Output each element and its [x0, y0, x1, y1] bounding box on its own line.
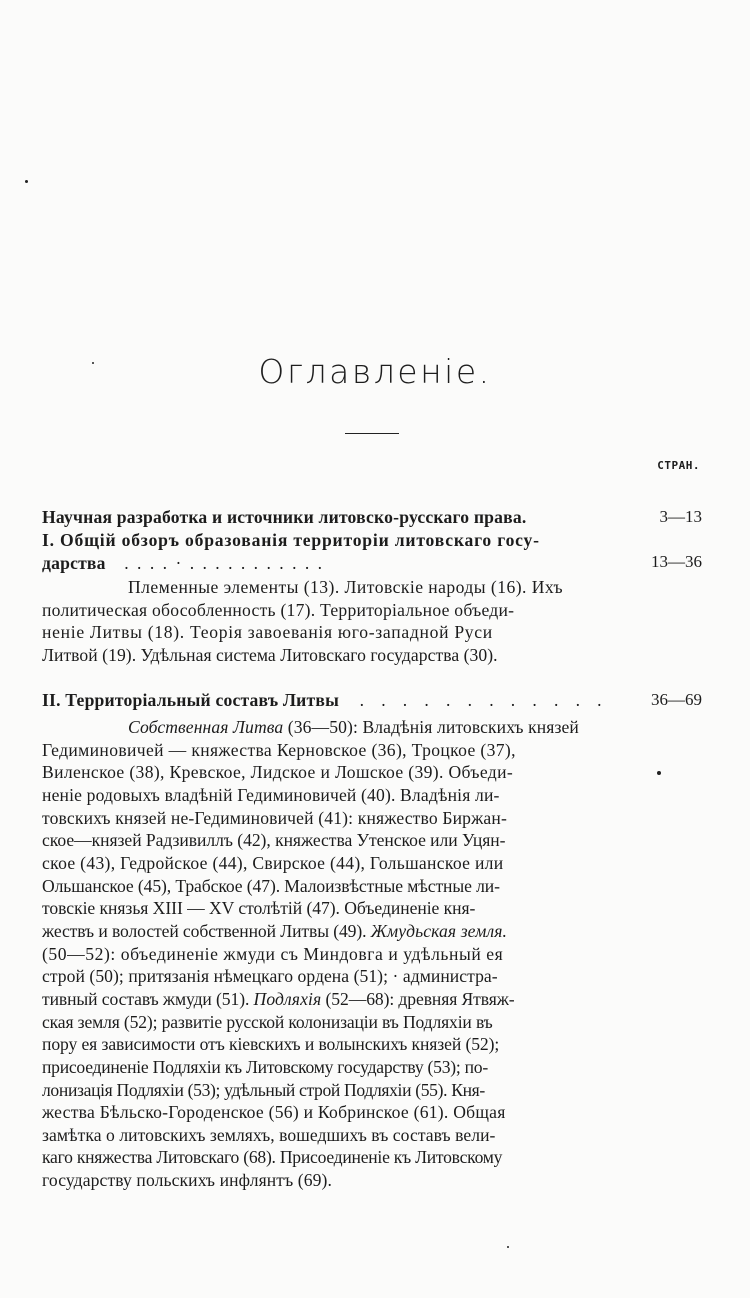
- toc-entry-chapter-2[interactable]: [42, 689, 618, 712]
- summary-line: неніе Литвы (18). Теорія завоеванія юго-западной Руси: [42, 622, 493, 643]
- toc-entry-title-line: [42, 552, 618, 575]
- title-rule: [345, 433, 399, 434]
- subsection-title: Собственная Литва: [128, 717, 284, 737]
- summary-line: ское—князей Радзивиллъ (42), княжества Утенское или Уцян-: [42, 830, 506, 851]
- summary-line: присоединеніе Подляхіи къ Литовскому государству (53); по-: [42, 1056, 488, 1077]
- summary-text: тивный составъ жмуди (51).: [42, 988, 254, 1009]
- summary-line: [42, 920, 618, 943]
- summary-line: Ольшанское (45), Трабское (47). Малоизвѣстные мѣстные ли-: [42, 875, 500, 896]
- toc-entry-pages: 13—36: [651, 552, 702, 571]
- summary-line: замѣтка о литовскихъ земляхъ, вошедшихъ въ составъ вели-: [42, 1124, 496, 1145]
- page-title: Оглавленіе.: [258, 352, 492, 391]
- subsection-title: Жмудьская земля.: [370, 920, 508, 941]
- summary-line: Литвой (19). Удѣльная система Литовскаго государства (30).: [42, 644, 498, 665]
- toc-entry-pages: 3—13: [659, 507, 702, 526]
- toc-entry-title-cont: дарства: [42, 552, 106, 573]
- summary-line: строй (50); притязанія нѣмецкаго ордена (51); · администра-: [42, 966, 498, 987]
- summary-line: жества Бѣльско-Городенское (56) и Кобринское (61). Общая: [42, 1102, 506, 1123]
- chapter-1-summary: [42, 576, 616, 667]
- summary-line: товскіе князья XIII — XV столѣтій (47). Объединеніе кня-: [42, 898, 476, 919]
- summary-line: Виленское (38), Кревское, Лидское и Лошское (39). Объеди-: [42, 762, 514, 783]
- chapter-2-summary: [42, 716, 618, 1192]
- summary-line: ская земля (52); развитіе русской колонизаціи въ Подляхіи въ: [42, 1011, 493, 1032]
- summary-line: каго княжества Литовскаго (68). Присоединеніе къ Литовскому: [42, 1147, 503, 1168]
- toc-entry-title-line: I. Общій обзоръ образованія территоріи литовскаго госу-: [42, 530, 540, 550]
- dot-leader: . . . . · . . . . . . . . . . .: [124, 552, 325, 573]
- summary-line: Гедиминовичей — княжества Керновское (36), Троцкое (37),: [42, 739, 516, 760]
- summary-text: (36—50): Владѣнія литовскихъ князей: [283, 717, 579, 737]
- summary-line: неніе родовыхъ владѣній Гедиминовичей (40). Владѣнія ли-: [42, 784, 500, 805]
- pages-column-label: СТРАН.: [657, 459, 700, 472]
- toc-entry-intro[interactable]: [42, 506, 610, 529]
- summary-line: Племенные элементы (13). Литовскіе народы (16). Ихъ: [128, 577, 564, 597]
- summary-line: товскихъ князей не-Гедиминовичей (41): княжество Биржан-: [42, 807, 507, 828]
- summary-line: ское (43), Гедройское (44), Свирское (44), Гольшанское или: [42, 852, 504, 873]
- dot-leader: . . . . . . . . . . . .: [359, 690, 608, 710]
- toc-entry-title: II. Территоріальный составъ Литвы: [42, 690, 339, 710]
- toc-entry-chapter-1[interactable]: [42, 529, 618, 574]
- summary-line: политическая обособленность (17). Территоріальное объеди-: [42, 599, 515, 620]
- ink-speck: [507, 1246, 509, 1248]
- toc-entry-pages: 36—69: [651, 690, 702, 709]
- toc-entry-title: Научная разработка и источники литовско-русскаго права.: [42, 507, 527, 527]
- summary-line: (50—52): объединеніе жмуди съ Миндовга и удѣльный ея: [42, 943, 504, 964]
- subsection-title: Подляхія: [253, 988, 322, 1009]
- summary-line: [42, 988, 618, 1011]
- summary-line: государству польскихъ инфлянтъ (69).: [42, 1170, 332, 1191]
- summary-line: лонизація Подляхіи (53); удѣльный строй Подляхіи (55). Кня-: [42, 1079, 485, 1100]
- summary-line: пору ея зависимости отъ кіевскихъ и волынскихъ князей (52);: [42, 1034, 500, 1055]
- summary-text: (52—68): древняя Ятвяж-: [321, 988, 515, 1009]
- summary-text: жествъ и волостей собственной Литвы (49).: [42, 920, 371, 941]
- ink-speck: [25, 180, 28, 183]
- ink-speck: [657, 771, 661, 775]
- summary-line: [42, 716, 618, 739]
